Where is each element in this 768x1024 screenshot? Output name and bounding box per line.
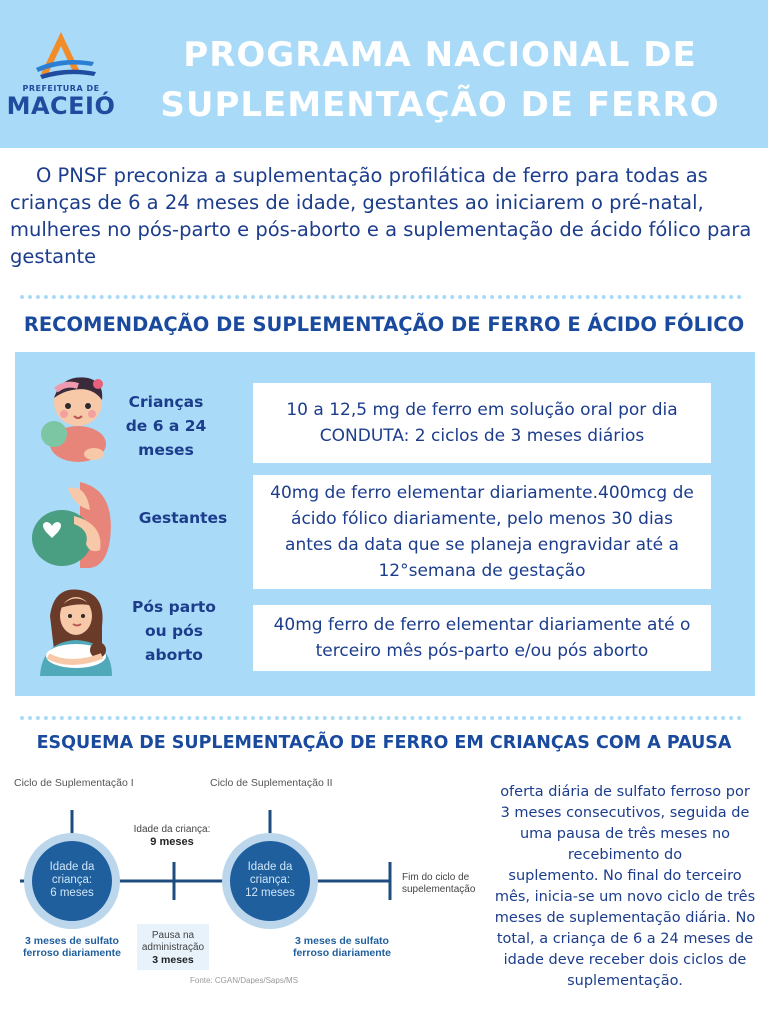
svg-text:12 meses: 12 meses — [245, 887, 295, 899]
svg-text:3 meses: 3 meses — [152, 954, 194, 966]
title-line-1: PROGRAMA NACIONAL DE — [183, 35, 697, 75]
svg-text:6 meses: 6 meses — [50, 887, 94, 899]
svg-text:criança:: criança: — [249, 874, 291, 886]
svg-text:ferroso diariamente: ferroso diariamente — [22, 947, 122, 959]
logo-a-icon — [6, 28, 116, 88]
header-banner — [0, 0, 768, 148]
svg-text:Idade da: Idade da — [49, 861, 95, 873]
cycle-2-label: Ciclo de Suplementação II — [210, 777, 333, 789]
svg-text:administração: administração — [141, 942, 205, 953]
mother-baby-illustration — [30, 586, 120, 676]
cycle-1-label: Ciclo de Suplementação I — [14, 777, 134, 789]
page-title — [120, 30, 760, 130]
scheme-heading: ESQUEMA DE SUPLEMENTAÇÃO DE FERRO EM CRIANÇAS COM A PAUSA — [36, 733, 732, 753]
dotted-divider-2 — [20, 716, 742, 720]
dotted-divider — [20, 295, 742, 299]
row-label-postpartum: Pós parto ou pós aborto — [132, 598, 216, 664]
diagram-source: Fonte: CGAN/Dapes/Saps/MS — [190, 976, 299, 984]
title-line-2: SUPLEMENTAÇÃO DE FERRO — [160, 85, 720, 125]
intro-paragraph — [10, 162, 760, 270]
svg-text:Idade da criança:: Idade da criança: — [133, 824, 211, 835]
row-label-pregnant: Gestantes — [138, 509, 228, 527]
svg-text:Pausa na: Pausa na — [151, 930, 195, 941]
logo-big-text: MACEIÓ — [6, 92, 116, 120]
recommendation-heading: RECOMENDAÇÃO DE SUPLEMENTAÇÃO DE FERRO E ÁCIDO FÓLICO — [23, 313, 745, 336]
svg-text:supelementação: supelementação — [402, 884, 476, 895]
recommendation-box-postpartum: 40mg ferro de ferro elementar diariamente até o terceiro mês pós-parto e/ou pós aborto — [253, 605, 711, 671]
recommendation-box-children: 10 a 12,5 mg de ferro em solução oral por dia CONDUTA: 2 ciclos de 3 meses diários — [253, 383, 711, 463]
svg-text:ferroso diariamente: ferroso diariamente — [292, 947, 392, 959]
prefeitura-logo — [6, 28, 116, 128]
intro-text: O PNSF preconiza a suplementação profilática de ferro para todas as crianças de 6 a 24 meses de idade, gestantes ao iniciarem o pré-natal, mulheres no pós-parto e pós-aborto e a suplementação de ácido fólico para gestante — [10, 164, 752, 268]
scheme-explanation: oferta diária de sulfato ferroso por 3 meses consecutivos, seguida de uma pausa de três meses no recebimento do suplemento. No final do terceiro mês, inicia-se um novo ciclo de três meses de suplementação diária. No total, a criança de 6 a 24 meses de idade deve receber dois ciclos de suplementação. — [494, 784, 756, 989]
row-label-children: Crianças de 6 a 24 meses — [125, 393, 207, 459]
logo-small-text: PREFEITURA DE — [22, 84, 100, 93]
svg-text:Idade da: Idade da — [247, 861, 293, 873]
svg-text:Fim do ciclo de: Fim do ciclo de — [402, 872, 470, 883]
svg-text:9 meses: 9 meses — [150, 836, 194, 848]
svg-text:3 meses de sulfato: 3 meses de sulfato — [295, 935, 389, 947]
svg-text:criança:: criança: — [51, 874, 93, 886]
pregnant-woman-illustration — [30, 480, 120, 570]
svg-text:3 meses de sulfato: 3 meses de sulfato — [25, 935, 119, 947]
recommendation-box-pregnant: 40mg de ferro elementar diariamente.400mcg de ácido fólico diariamente, pelo menos 30 dias antes da data que se planeja engravidar até a 12°semana de gestação — [253, 475, 711, 589]
supplementation-cycle-diagram — [0, 770, 490, 984]
